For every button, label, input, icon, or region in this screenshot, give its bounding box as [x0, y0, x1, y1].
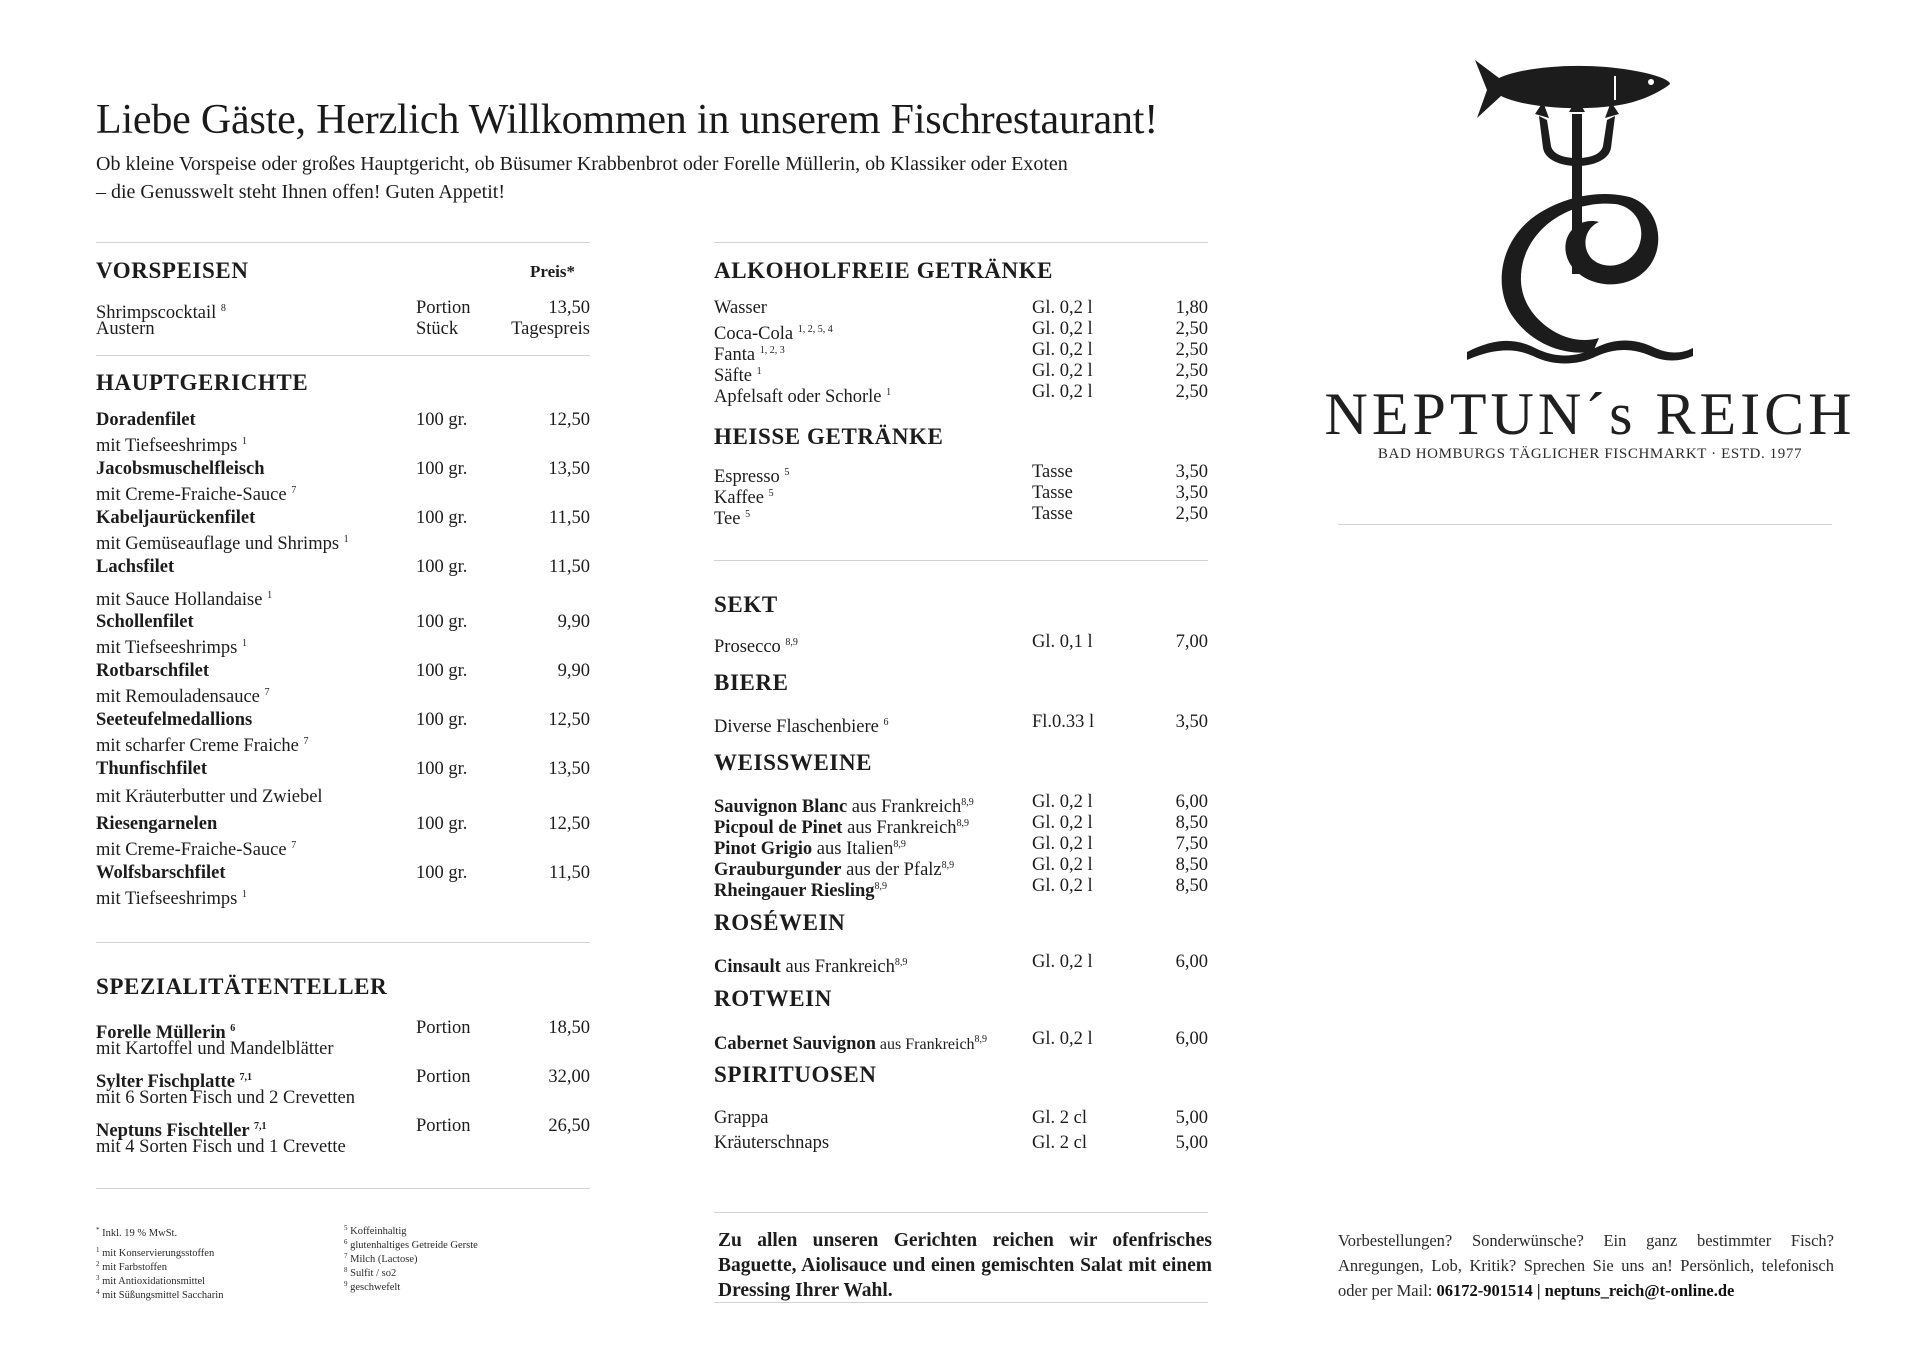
footnote [96, 1286, 223, 1302]
drink-unit: Gl. 0,2 l [1032, 340, 1093, 360]
divider [96, 942, 590, 943]
drink-name-text: Kräuterschnaps [714, 1133, 830, 1153]
drink-name-text: Tee [714, 509, 741, 529]
drink-name [714, 298, 767, 319]
footnote-ref: 1 [241, 638, 247, 649]
drink-name [714, 504, 750, 530]
neptun-trident-fish-logo [1465, 56, 1695, 366]
drink-name-text: Wasser [714, 298, 767, 318]
notice-text: Zu allen unseren Gerichten reichen wir ofenfrisches Baguette, Aiolisauce und einen gemischten Salat mit einem Dressing Ihrer Wahl. [718, 1230, 1212, 1301]
item-price: 9,90 [557, 661, 590, 681]
item-name [96, 661, 209, 682]
item-unit: 100 gr. [416, 612, 468, 632]
footnote-ref: 7 [291, 485, 297, 496]
drink-price: 2,50 [1175, 319, 1208, 339]
footnote-mark: 8 [344, 1266, 348, 1274]
drink-unit: Tasse [1032, 504, 1073, 524]
item-name-text: Sylter Fischplatte [96, 1072, 235, 1092]
drink-price: 1,80 [1175, 298, 1208, 318]
drink-origin: aus Frankreich [780, 957, 895, 977]
item-name [96, 612, 194, 633]
item-description-text: mit 4 Sorten Fisch und 1 Crevette [96, 1137, 346, 1157]
item-unit: 100 gr. [416, 661, 468, 681]
footnote-ref: 8,9 [974, 1034, 988, 1045]
footnote-mark: 4 [96, 1288, 100, 1296]
drink-price: 3,50 [1175, 462, 1208, 482]
section-title-weissweine: WEISSWEINE [714, 750, 873, 775]
drink-unit: Gl. 0,2 l [1032, 952, 1093, 972]
item-description-text: mit Creme-Fraiche-Sauce [96, 840, 287, 860]
item-price: 32,00 [548, 1067, 590, 1087]
item-description [96, 1088, 355, 1109]
item-description [96, 529, 349, 555]
item-description [96, 431, 247, 457]
footnote-ref: 7,1 [253, 1121, 267, 1132]
item-name-text: Seeteufelmedallions [96, 710, 253, 730]
drink-unit: Gl. 0,2 l [1032, 792, 1093, 812]
item-name-text: Austern [96, 319, 155, 339]
drink-name [714, 632, 798, 658]
drink-unit: Fl.0.33 l [1032, 712, 1095, 732]
footnote-mark: 3 [96, 1274, 100, 1282]
footnote-text: Koffeinhaltig [350, 1226, 407, 1237]
item-name [96, 508, 255, 529]
drink-name [714, 1029, 987, 1055]
item-price: 12,50 [548, 410, 590, 430]
drink-name-text: Cinsault [714, 957, 781, 977]
intro-line-1: Ob kleine Vorspeise oder großes Hauptgericht, ob Büsumer Krabbenbrot oder Forelle Müllerin, ob Klassiker oder Exoten [96, 153, 1068, 175]
footnote-ref: 8,9 [785, 637, 798, 648]
drink-price: 3,50 [1175, 483, 1208, 503]
footnote-mark: 1 [96, 1246, 100, 1254]
item-unit: Portion [416, 1116, 471, 1136]
drink-name [714, 1108, 768, 1129]
drink-name [714, 952, 907, 978]
item-name-text: Thunfischfilet [96, 759, 208, 779]
divider [714, 1302, 1208, 1303]
contact-separator: | [1532, 1281, 1545, 1300]
footnote-ref: 1 [241, 436, 247, 447]
footnote-text: geschwefelt [350, 1282, 401, 1293]
item-description [96, 585, 272, 611]
drink-origin: aus Frankreich [842, 818, 957, 838]
contact-phone: 06172-901514 [1436, 1281, 1533, 1300]
item-description-text: mit Kartoffel und Mandelblätter [96, 1039, 334, 1059]
divider [96, 1188, 590, 1189]
drink-name [714, 382, 891, 408]
item-price: 13,50 [548, 459, 590, 479]
footnote-ref: 1 [343, 534, 349, 545]
footnote-ref: 5 [784, 467, 790, 478]
section-title-rotwein: ROTWEIN [714, 986, 832, 1011]
drink-name-text: Espresso [714, 467, 780, 487]
item-unit: Portion [416, 1018, 471, 1038]
item-name-text: Riesengarnelen [96, 814, 218, 834]
footnote-ref: 8,9 [941, 860, 955, 871]
item-description [96, 1039, 334, 1060]
item-name [96, 710, 252, 731]
item-name [96, 863, 226, 884]
drink-unit: Gl. 0,2 l [1032, 298, 1093, 318]
section-title-heiss: HEISSE GETRÄNKE [714, 424, 944, 449]
item-name-text: Forelle Müllerin [96, 1023, 226, 1043]
item-unit: Portion [416, 1067, 471, 1087]
intro-text [96, 150, 1156, 206]
drink-unit: Gl. 0,2 l [1032, 1029, 1093, 1049]
section-title-sekt: SEKT [714, 592, 778, 617]
drink-name-text: Kaffee [714, 488, 764, 508]
drink-name-text: Säfte [714, 366, 753, 386]
divider [96, 355, 590, 356]
footnote-ref: 1, 2, 3 [759, 345, 785, 356]
divider [96, 242, 590, 243]
drink-name-text: Diverse Flaschenbiere [714, 717, 879, 737]
divider [714, 242, 1208, 243]
footnote-ref: 1 [241, 889, 247, 900]
drink-unit: Gl. 0,2 l [1032, 834, 1093, 854]
drink-price: 8,50 [1175, 876, 1208, 896]
footnote-ref: 1 [756, 366, 762, 377]
footnote-mark: 9 [344, 1280, 348, 1288]
footnote [344, 1278, 400, 1294]
item-name [96, 410, 196, 431]
drink-unit: Gl. 0,2 l [1032, 855, 1093, 875]
footnote-ref: 8 [220, 303, 226, 314]
footnote-text: mit Süßungsmittel Saccharin [102, 1290, 224, 1301]
footnote-ref: 7 [303, 736, 309, 747]
item-description [96, 787, 323, 808]
item-price: 9,90 [557, 612, 590, 632]
item-description-text: mit Tiefseeshrimps [96, 638, 238, 658]
drink-unit: Tasse [1032, 483, 1073, 503]
footnote-ref: 6 [230, 1023, 236, 1034]
footnote-text: mit Farbstoffen [102, 1262, 167, 1273]
item-description-text: mit Tiefseeshrimps [96, 889, 238, 909]
item-unit: Stück [416, 319, 459, 339]
footnote-text: glutenhaltiges Getreide Gerste [350, 1240, 478, 1251]
drink-price: 3,50 [1175, 712, 1208, 732]
item-description-text: mit Remouladensauce [96, 687, 260, 707]
item-name-text: Kabeljaurückenfilet [96, 508, 256, 528]
drink-name-text: Cabernet Sauvignon [714, 1034, 876, 1054]
section-title-spezialitaeten: SPEZIALITÄTENTELLER [96, 974, 388, 999]
item-name-text: Wolfsbarschfilet [96, 863, 226, 883]
brand-tagline: BAD HOMBURGS TÄGLICHER FISCHMARKT · ESTD. 1977 [1377, 446, 1803, 462]
drink-price: 7,00 [1175, 632, 1208, 652]
item-name-text: Shrimpscocktail [96, 303, 217, 323]
item-price: 12,50 [548, 710, 590, 730]
footnote-ref: 7,1 [239, 1072, 253, 1083]
drink-name-text: Sauvignon Blanc [714, 797, 848, 817]
item-name-text: Lachsfilet [96, 557, 175, 577]
footnote-ref: 8,9 [894, 957, 908, 968]
item-unit: 100 gr. [416, 459, 468, 479]
footnote-mark: 7 [344, 1252, 348, 1260]
drink-price: 8,50 [1175, 855, 1208, 875]
item-name-text: Doradenfilet [96, 410, 196, 430]
contact-info [1338, 1228, 1834, 1303]
item-description-text: mit Creme-Fraiche-Sauce [96, 485, 287, 505]
item-name [96, 459, 265, 480]
item-unit: 100 gr. [416, 814, 468, 834]
drink-price: 2,50 [1175, 340, 1208, 360]
contact-email: neptuns_reich@t-online.de [1544, 1281, 1735, 1300]
item-name [96, 557, 174, 578]
item-description [96, 1137, 346, 1158]
drink-name-text: Prosecco [714, 637, 781, 657]
item-name-text: Schollenfilet [96, 612, 194, 632]
item-price: 13,50 [548, 298, 590, 318]
drink-unit: Gl. 0,2 l [1032, 319, 1093, 339]
section-title-rosewein: ROSÉWEIN [714, 910, 846, 935]
drink-price: 8,50 [1175, 813, 1208, 833]
drink-unit: Gl. 2 cl [1032, 1108, 1087, 1128]
footnote-ref: 6 [883, 717, 889, 728]
intro-line-2: – die Genusswelt steht Ihnen offen! Guten Appetit! [96, 181, 505, 203]
divider [1338, 524, 1832, 525]
drink-price: 5,00 [1175, 1133, 1208, 1153]
footnote-text: mit Konservierungsstoffen [102, 1248, 215, 1259]
item-description-text: mit 6 Sorten Fisch und 2 Crevetten [96, 1088, 355, 1108]
item-description [96, 682, 270, 708]
divider [714, 1212, 1208, 1213]
drink-price: 2,50 [1175, 382, 1208, 402]
footnote-mark: 2 [96, 1260, 100, 1268]
item-price: 13,50 [548, 759, 590, 779]
drink-name-text: Coca-Cola [714, 324, 794, 344]
footnote-ref: 7 [291, 840, 297, 851]
drink-origin: aus Frankreich [875, 1036, 975, 1053]
section-title-vorspeisen: VORSPEISEN [96, 258, 249, 283]
section-title-hauptgerichte: HAUPTGERICHTE [96, 370, 309, 395]
drink-name [714, 712, 889, 738]
price-header: Preis* [530, 262, 576, 281]
drink-unit: Gl. 0,1 l [1032, 632, 1093, 652]
footnote-text: mit Antioxidationsmittel [102, 1276, 206, 1287]
item-description [96, 884, 247, 910]
drink-price: 7,50 [1175, 834, 1208, 854]
drink-name [714, 876, 887, 902]
footnote-ref: 8,9 [961, 797, 974, 808]
item-description [96, 835, 296, 861]
item-name [96, 319, 155, 340]
item-description-text: mit Gemüseauflage und Shrimps [96, 534, 340, 554]
footnote-mark: * [96, 1226, 100, 1234]
drink-price: 6,00 [1175, 1029, 1208, 1049]
drink-name-text: Pinot Grigio [714, 839, 813, 859]
footnote-ref: 5 [745, 509, 751, 520]
item-description [96, 480, 296, 506]
item-unit: Portion [416, 298, 471, 318]
drink-name-text: Grappa [714, 1108, 769, 1128]
footnote-text: Sulfit / so2 [350, 1268, 397, 1279]
drink-price: 6,00 [1175, 792, 1208, 812]
item-description-text: mit scharfer Creme Fraiche [96, 736, 299, 756]
footnote-mark: 6 [344, 1238, 348, 1246]
item-description [96, 731, 309, 757]
drink-name-text: Grauburgunder [714, 860, 842, 880]
page-title: Liebe Gäste, Herzlich Willkommen in unserem Fischrestaurant! [96, 97, 1159, 143]
section-title-biere: BIERE [714, 670, 789, 695]
item-name [96, 814, 217, 835]
drink-origin: aus der Pfalz [841, 860, 942, 880]
drink-unit: Gl. 2 cl [1032, 1133, 1087, 1153]
footnote-ref: 1 [886, 387, 892, 398]
contact-text: Vorbestellungen? Sonderwünsche? Ein ganz bestimmter Fisch? Anregungen, Lob, Kritik? Sprechen Sie uns an! Persönlich, telefonisch oder per Mail: [1338, 1231, 1834, 1300]
item-description-text: mit Sauce Hollandaise [96, 590, 263, 610]
footnote-ref: 5 [768, 488, 774, 499]
footnote-text: Inkl. 19 % MwSt. [102, 1228, 178, 1239]
item-price: 11,50 [549, 508, 590, 528]
footnote-ref: 8,9 [893, 839, 906, 850]
item-name-text: Jacobsmuschelfleisch [96, 459, 265, 479]
footnote-ref: 8,9 [956, 818, 970, 829]
item-description [96, 633, 247, 659]
drink-name-text: Rheingauer Riesling [714, 881, 875, 901]
drink-price: 6,00 [1175, 952, 1208, 972]
item-unit: 100 gr. [416, 863, 468, 883]
drink-unit: Gl. 0,2 l [1032, 813, 1093, 833]
drink-unit: Tasse [1032, 462, 1073, 482]
drink-name-text: Picpoul de Pinet [714, 818, 843, 838]
item-price: 11,50 [549, 863, 590, 883]
item-description-text: mit Kräuterbutter und Zwiebel [96, 787, 323, 807]
footnote-mark: 5 [344, 1224, 348, 1232]
item-price: 12,50 [548, 814, 590, 834]
drink-price: 5,00 [1175, 1108, 1208, 1128]
divider [714, 560, 1208, 561]
item-price: 11,50 [549, 557, 590, 577]
drink-name-text: Apfelsaft oder Schorle [714, 387, 882, 407]
drink-origin: aus Italien [812, 839, 894, 859]
footnote-ref: 1 [267, 590, 273, 601]
item-description-text: mit Tiefseeshrimps [96, 436, 238, 456]
item-name-text: Neptuns Fischteller [96, 1121, 250, 1141]
footnote [96, 1224, 177, 1240]
drink-name-text: Fanta [714, 345, 756, 365]
item-unit: 100 gr. [416, 759, 468, 779]
drink-price: 2,50 [1175, 361, 1208, 381]
drink-unit: Gl. 0,2 l [1032, 382, 1093, 402]
brand-name: NEPTUN´s REICH [1324, 381, 1856, 447]
footnote-ref: 8,9 [874, 881, 888, 892]
drink-price: 2,50 [1175, 504, 1208, 524]
logo-graphic [1465, 56, 1695, 366]
footnote-ref: 1, 2, 5, 4 [797, 324, 833, 335]
item-name [96, 759, 207, 780]
drink-unit: Gl. 0,2 l [1032, 361, 1093, 381]
item-unit: 100 gr. [416, 710, 468, 730]
footnote-ref: 7 [264, 687, 270, 698]
item-price: 18,50 [548, 1018, 590, 1038]
item-unit: 100 gr. [416, 557, 468, 577]
item-price: Tagespreis [511, 319, 590, 339]
section-title-spirituosen: SPIRITUOSEN [714, 1062, 877, 1087]
footnote-text: Milch (Lactose) [350, 1254, 418, 1265]
item-unit: 100 gr. [416, 508, 468, 528]
section-title-alkoholfrei: ALKOHOLFREIE GETRÄNKE [714, 258, 1054, 283]
drink-origin: aus Frankreich [847, 797, 962, 817]
item-name-text: Rotbarschfilet [96, 661, 210, 681]
drink-name [714, 1133, 829, 1154]
drink-unit: Gl. 0,2 l [1032, 876, 1093, 896]
item-price: 26,50 [548, 1116, 590, 1136]
item-unit: 100 gr. [416, 410, 468, 430]
